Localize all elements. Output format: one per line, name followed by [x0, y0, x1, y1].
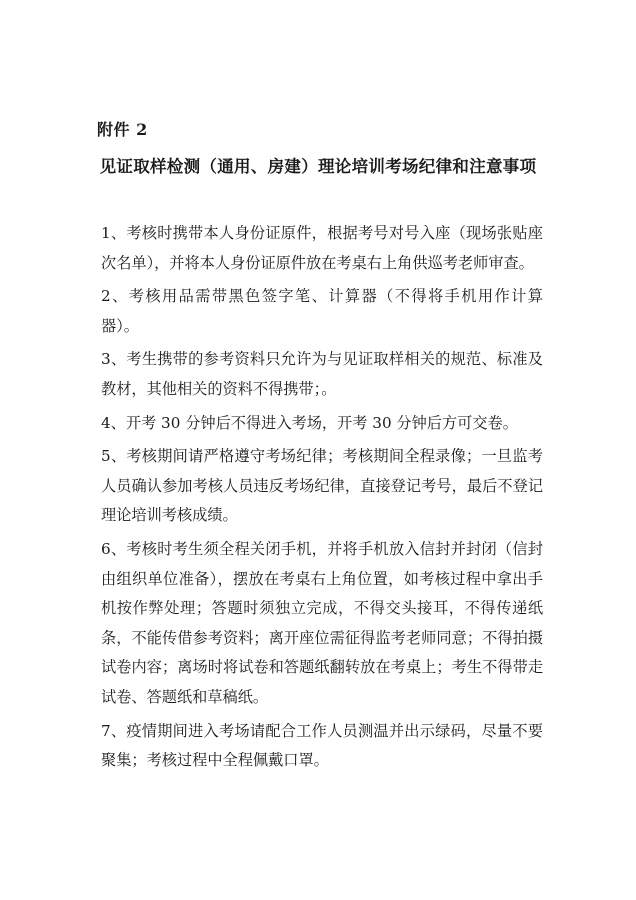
rule-item-4: 4、开考 30 分钟后不得进入考场，开考 30 分钟后方可交卷。	[101, 413, 518, 432]
rule-item-1: 1、考核时携带本人身份证原件，根据考号对号入座（现场张贴座次名单），并将本人身份证原件放在考桌右上角供巡考老师审查。	[101, 224, 543, 272]
document-title: 见证取样检测（通用、房建）理论培训考场纪律和注意事项	[99, 157, 537, 176]
annex-label: 附件 2	[97, 120, 148, 139]
rule-item-3: 3、考生携带的参考资料只允许为与见证取样相关的规范、标准及教材，其他相关的资料不得携带；。	[101, 350, 543, 398]
rule-item-7: 7、疫情期间进入考场请配合工作人员测温并出示绿码，尽量不要聚集；考核过程中全程佩戴口罩。	[101, 721, 543, 770]
rule-item-2: 2、考核用品需带黑色签字笔、计算器（不得将手机用作计算器）。	[101, 287, 543, 335]
rules-list	[101, 219, 543, 780]
rule-item-5: 5、考核期间请严格遵守考场纪律；考核期间全程录像；一旦监考人员确认参加考核人员违反考场纪律，直接登记考号，最后不登记理论培训考核成绩。	[101, 447, 543, 525]
rule-item-6: 6、考核时考生须全程关闭手机，并将手机放入信封并封闭（信封由组织单位准备），摆放在考桌右上角位置，如考核过程中拿出手机按作弊处理；答题时须独立完成，不得交头接耳，不得传递纸条，不能传借参考资料；离开座位需征得监考老师同意；不得拍摄试卷内容；离场时将试卷和答题纸翻转放在考桌上；考生不得带走试卷、答题纸和草稿纸。	[101, 539, 543, 706]
